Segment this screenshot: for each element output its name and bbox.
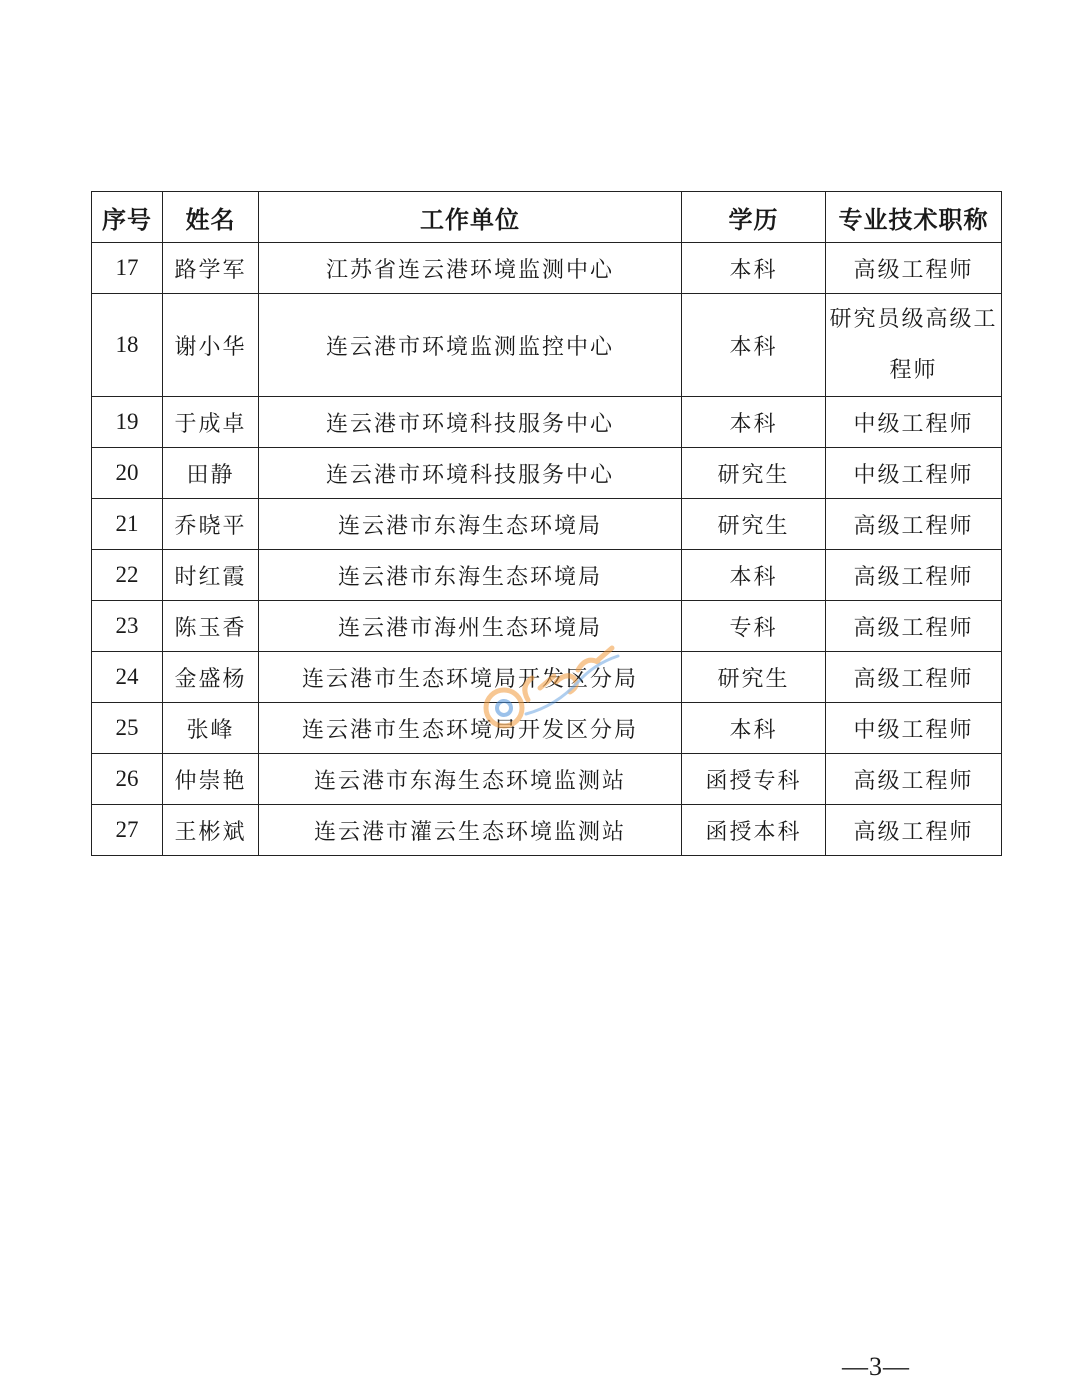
cell-unit: 连云港市灌云生态环境监测站	[259, 805, 682, 856]
cell-name: 金盛杨	[163, 652, 259, 703]
cell-unit: 连云港市东海生态环境局	[259, 499, 682, 550]
cell-unit: 连云港市东海生态环境监测站	[259, 754, 682, 805]
cell-education: 专科	[682, 601, 826, 652]
cell-index: 18	[92, 294, 163, 397]
cell-title: 中级工程师	[826, 397, 1002, 448]
header-index: 序号	[92, 192, 163, 243]
cell-unit: 江苏省连云港环境监测中心	[259, 243, 682, 294]
cell-education: 研究生	[682, 652, 826, 703]
cell-title: 高级工程师	[826, 601, 1002, 652]
cell-index: 17	[92, 243, 163, 294]
cell-education: 函授专科	[682, 754, 826, 805]
cell-name: 谢小华	[163, 294, 259, 397]
table-row	[92, 397, 1002, 448]
table-body	[92, 243, 1002, 856]
header-unit: 工作单位	[259, 192, 682, 243]
cell-unit: 连云港市环境科技服务中心	[259, 397, 682, 448]
cell-name: 张峰	[163, 703, 259, 754]
cell-title: 高级工程师	[826, 243, 1002, 294]
cell-education: 本科	[682, 550, 826, 601]
cell-title: 中级工程师	[826, 448, 1002, 499]
cell-name: 于成卓	[163, 397, 259, 448]
cell-index: 25	[92, 703, 163, 754]
cell-education: 本科	[682, 397, 826, 448]
cell-name: 仲崇艳	[163, 754, 259, 805]
cell-name: 路学军	[163, 243, 259, 294]
cell-name: 乔晓平	[163, 499, 259, 550]
table-row	[92, 703, 1002, 754]
cell-education: 函授本科	[682, 805, 826, 856]
cell-title: 高级工程师	[826, 805, 1002, 856]
cell-unit: 连云港市海州生态环境局	[259, 601, 682, 652]
cell-name: 时红霞	[163, 550, 259, 601]
table-row	[92, 652, 1002, 703]
cell-unit: 连云港市生态环境局开发区分局	[259, 652, 682, 703]
cell-name: 田静	[163, 448, 259, 499]
header-title: 专业技术职称	[826, 192, 1002, 243]
table-row	[92, 243, 1002, 294]
header-row	[92, 192, 1002, 243]
table-row	[92, 601, 1002, 652]
table-row	[92, 754, 1002, 805]
cell-title: 高级工程师	[826, 652, 1002, 703]
cell-index: 21	[92, 499, 163, 550]
cell-education: 研究生	[682, 499, 826, 550]
cell-index: 20	[92, 448, 163, 499]
cell-unit: 连云港市环境监测监控中心	[259, 294, 682, 397]
cell-education: 本科	[682, 703, 826, 754]
table-row	[92, 499, 1002, 550]
cell-unit: 连云港市东海生态环境局	[259, 550, 682, 601]
cell-education: 本科	[682, 243, 826, 294]
cell-education: 研究生	[682, 448, 826, 499]
cell-name: 陈玉香	[163, 601, 259, 652]
cell-unit: 连云港市生态环境局开发区分局	[259, 703, 682, 754]
cell-index: 22	[92, 550, 163, 601]
table-row	[92, 294, 1002, 397]
cell-index: 19	[92, 397, 163, 448]
cell-title: 中级工程师	[826, 703, 1002, 754]
cell-education: 本科	[682, 294, 826, 397]
cell-title: 高级工程师	[826, 550, 1002, 601]
table-row	[92, 448, 1002, 499]
cell-index: 24	[92, 652, 163, 703]
header-name: 姓名	[163, 192, 259, 243]
cell-title: 高级工程师	[826, 754, 1002, 805]
personnel-table	[91, 191, 1002, 856]
page-number: —3—	[842, 1352, 910, 1381]
header-education: 学历	[682, 192, 826, 243]
cell-index: 26	[92, 754, 163, 805]
cell-unit: 连云港市环境科技服务中心	[259, 448, 682, 499]
cell-title: 高级工程师	[826, 499, 1002, 550]
cell-name: 王彬斌	[163, 805, 259, 856]
table-header	[92, 192, 1002, 243]
table-row	[92, 550, 1002, 601]
cell-index: 23	[92, 601, 163, 652]
cell-index: 27	[92, 805, 163, 856]
table-row	[92, 805, 1002, 856]
cell-title: 研究员级高级工程师	[826, 294, 1002, 397]
